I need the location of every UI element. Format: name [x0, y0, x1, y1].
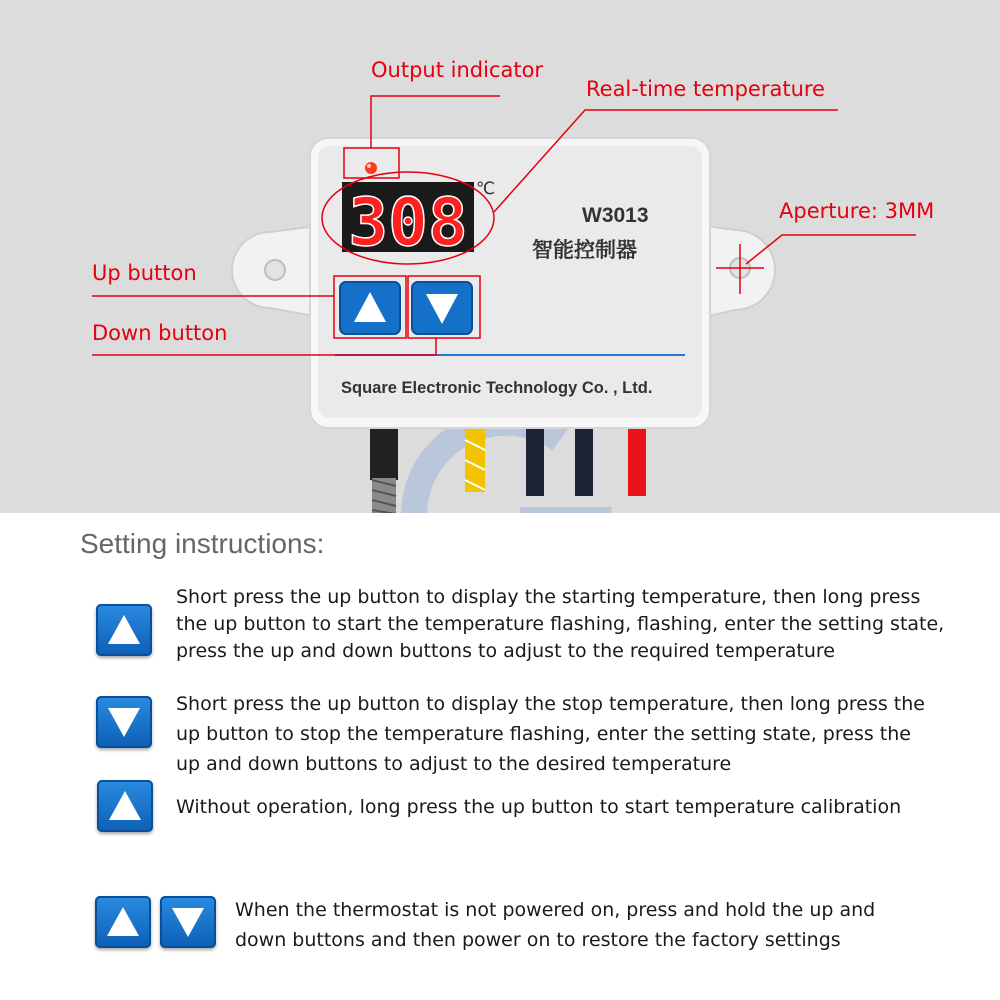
label-aperture: Aperture: 3MM: [779, 199, 935, 223]
label-output-indicator: Output indicator: [371, 58, 544, 82]
output-indicator-led: [365, 162, 377, 174]
device-down-button[interactable]: [412, 282, 472, 334]
up-arrow-icon: [109, 791, 141, 820]
model-subtitle: 智能控制器: [532, 238, 637, 262]
device-up-button[interactable]: [340, 282, 400, 334]
instructions-heading: Setting instructions:: [80, 528, 325, 559]
label-up-button: Up button: [92, 261, 197, 285]
instruction-down-button-reset: [160, 896, 216, 948]
up-arrow-icon: [108, 615, 140, 644]
down-arrow-icon: [172, 908, 204, 937]
label-down-button: Down button: [92, 321, 228, 345]
unit-symbol: ℃: [476, 179, 496, 199]
mount-hole-left: [265, 260, 285, 280]
manufacturer-name: Square Electronic Technology Co. , Ltd.: [341, 379, 653, 397]
instruction-down-button: [96, 696, 152, 748]
instruction-up-button-calibration: [97, 780, 153, 832]
model-number: W3013: [582, 204, 649, 227]
label-real-time-temperature: Real-time temperature: [586, 77, 825, 101]
watermark-logo: [414, 423, 598, 513]
instruction-up-button-reset: [95, 896, 151, 948]
instruction-item-2: Short press the up button to display the stop temperature, then long press the up button to stop the temperature flashing, enter the setting state, press the up and down buttons to adjust to the desired temperature: [176, 693, 925, 775]
down-arrow-icon: [108, 708, 140, 737]
up-arrow-icon: [107, 907, 139, 936]
instruction-item-4: When the thermostat is not powered on, press and hold the up and down buttons and then power on to restore the factory settings: [235, 899, 876, 951]
instruction-up-button: [96, 604, 152, 656]
display-value: 308: [348, 184, 468, 261]
instruction-item-1: Short press the up button to display the starting temperature, then long press the up button to start the temperature flashing, flashing, enter the setting state, press the up and down buttons to adjust to the required temperature: [176, 586, 945, 662]
instruction-item-3: Without operation, long press the up button to start temperature calibration: [176, 796, 902, 818]
